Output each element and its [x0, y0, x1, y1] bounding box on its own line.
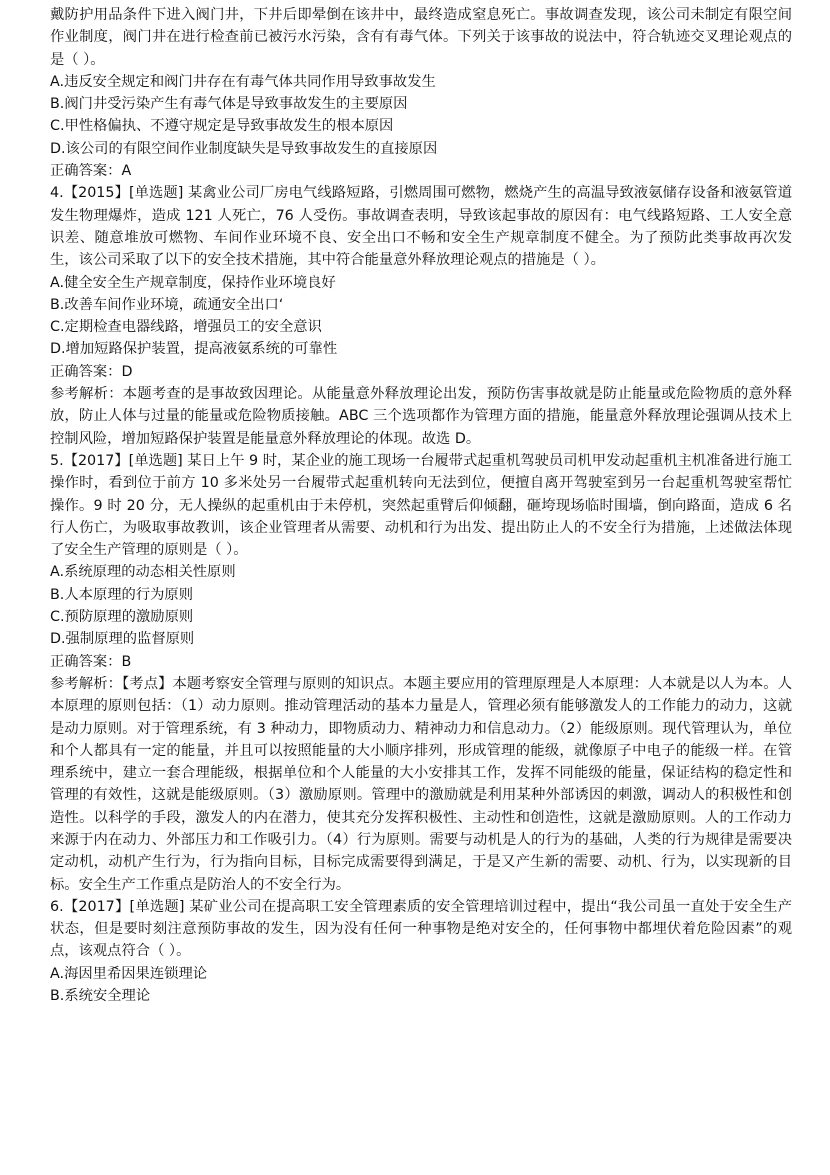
question-4-explanation: 参考解析：本题考查的是事故致因理论。从能量意外释放理论出发，预防伤害事故就是防止能量或危险物质的意外释放，防止人体与过量的能量或危险物质接触。ABC 三个选项都作为管理方面的措施，能量意外释放理论强调从技术上控制风险，增加短路保护装置是能量意外释放理论的体现。故选 D。 — [50, 386, 792, 447]
question-3-option-d: D.该公司的有限空间作业制度缺失是导致事故发生的直接原因 — [50, 140, 438, 157]
question-5-answer: 正确答案：B — [50, 653, 132, 670]
question-3-option-c: C.甲性格偏执、不遵守规定是导致事故发生的根本原因 — [50, 118, 394, 135]
question-4-option-d: D.增加短路保护装置，提高液氨系统的可靠性 — [50, 341, 338, 358]
question-4-answer: 正确答案：D — [50, 363, 133, 380]
question-4-option-a: A.健全安全生产规章制度，保持作业环境良好 — [50, 274, 336, 291]
question-3-option-a: A.违反安全规定和阀门井存在有毒气体共同作用导致事故发生 — [50, 73, 436, 90]
question-6-option-a: A.海因里希因果连锁理论 — [50, 965, 208, 982]
question-3-option-b: B.阀门井受污染产生有毒气体是导致事故发生的主要原因 — [50, 96, 408, 113]
question-4-option-c: C.定期检查电器线路，增强员工的安全意识 — [50, 319, 322, 336]
question-5-option-c: C.预防原理的激励原则 — [50, 609, 194, 626]
question-6-stem: 6.【2017】[单选题] 某矿业公司在提高职工安全管理素质的安全管理培训过程中，提出“我公司虽一直处于安全生产状态，但是要时刻注意预防事故的发生，因为没有任何一种事物是绝对安全的，任何事物中都埋伏着危险因素”的观点，该观点符合（ ）。 — [50, 898, 792, 960]
question-3-answer: 正确答案：A — [50, 163, 132, 180]
question-5-stem: 5.【2017】[单选题] 某日上午 9 时，某企业的施工现场一台履带式起重机驾驶员司机甲发动起重机主机准备进行施工操作时，看到位于前方 10 多米处另一台履带式起重机转向无法到位，便擅自离开驾驶室到另一台起重机驾驶室帮忙操作。9 时 20 分，无人操纵的起重机由于未停机，突然起重臂后仰倾翻，砸垮现场临时围墙，倒向路面，造成 6 名行人伤亡，为吸取事故教训，该企业管理者从需要、动机和行为出发、提出防止人的不安全行为措施，上述做法体现了安全生产管理的原则是（ ）。 — [50, 452, 792, 559]
question-3-stem-continued: 戴防护用品条件下进入阀门井，下井后即晕倒在该井中，最终造成窒息死亡。事故调查发现，该公司未制定有限空间作业制度，阀门井在进行检查前已被污水污染，含有有毒气体。下列关于该事故的说法中，符合轨迹交叉理论观点的是（ ）。 — [50, 7, 792, 68]
question-5-option-b: B.人本原理的行为原则 — [50, 586, 194, 603]
question-5-explanation: 参考解析：【考点】本题考察安全管理与原则的知识点。本题主要应用的管理原理是人本原理：人本就是以人为本。人本原理的原则包括：（1）动力原则。推动管理活动的基本力量是人，管理必须有能够激发人的工作能力的动力，这就是动力原则。对于管理系统，有 3 种动力，即物质动力、精神动力和信息动力。（2）能级原则。现代管理认为，单位和个人都具有一定的能量，并且可以按照能量的大小顺序排列，形成管理的能级，就像原子中电子的能级一样。在管理系统中，建立一套合理能级，根据单位和个人能量的大小安排其工作，发挥不同能级的能量，保证结构的稳定性和管理的有效性，这就是能级原则。（3）激励原则。管理中的激励就是利用某种外部诱因的刺激，调动人的积极性和创造性。以科学的手段，激发人的内在潜力，使其充分发挥积极性、主动性和创造性，这就是激励原则。人的工作动力来源于内在动力、外部压力和工作吸引力。（4）行为原则。需要与动机是人的行为的基础，人类的行为规律是需要决定动机，动机产生行为，行为指向目标，目标完成需要得到满足，于是又产生新的需要、动机、行为，以实现新的目标。安全生产工作重点是防治人的不安全行为。 — [50, 675, 792, 893]
question-5-option-d: D.强制原理的监督原则 — [50, 631, 195, 648]
question-5-option-a: A.系统原理的动态相关性原则 — [50, 564, 236, 581]
question-4-option-b: B.改善车间作业环境，疏通安全出口‘ — [50, 296, 284, 313]
question-4-stem: 4.【2015】[单选题] 某禽业公司厂房电气线路短路，引燃周围可燃物，燃烧产生的高温导致液氨储存设备和液氨管道发生物理爆炸，造成 121 人死亡，76 人受伤。事故调查表明，导致该起事故的原因有：电气线路短路、工人安全意识差、随意堆放可燃物、车间作业环境不良、安全出口不畅和安全生产规章制度不健全。为了预防此类事故再次发生，该公司采取了以下的安全技术措施，其中符合能量意外释放理论观点的措施是（ ）。 — [50, 185, 792, 269]
document-page — [50, 4, 792, 1007]
question-6-option-b: B.系统安全理论 — [50, 988, 151, 1005]
